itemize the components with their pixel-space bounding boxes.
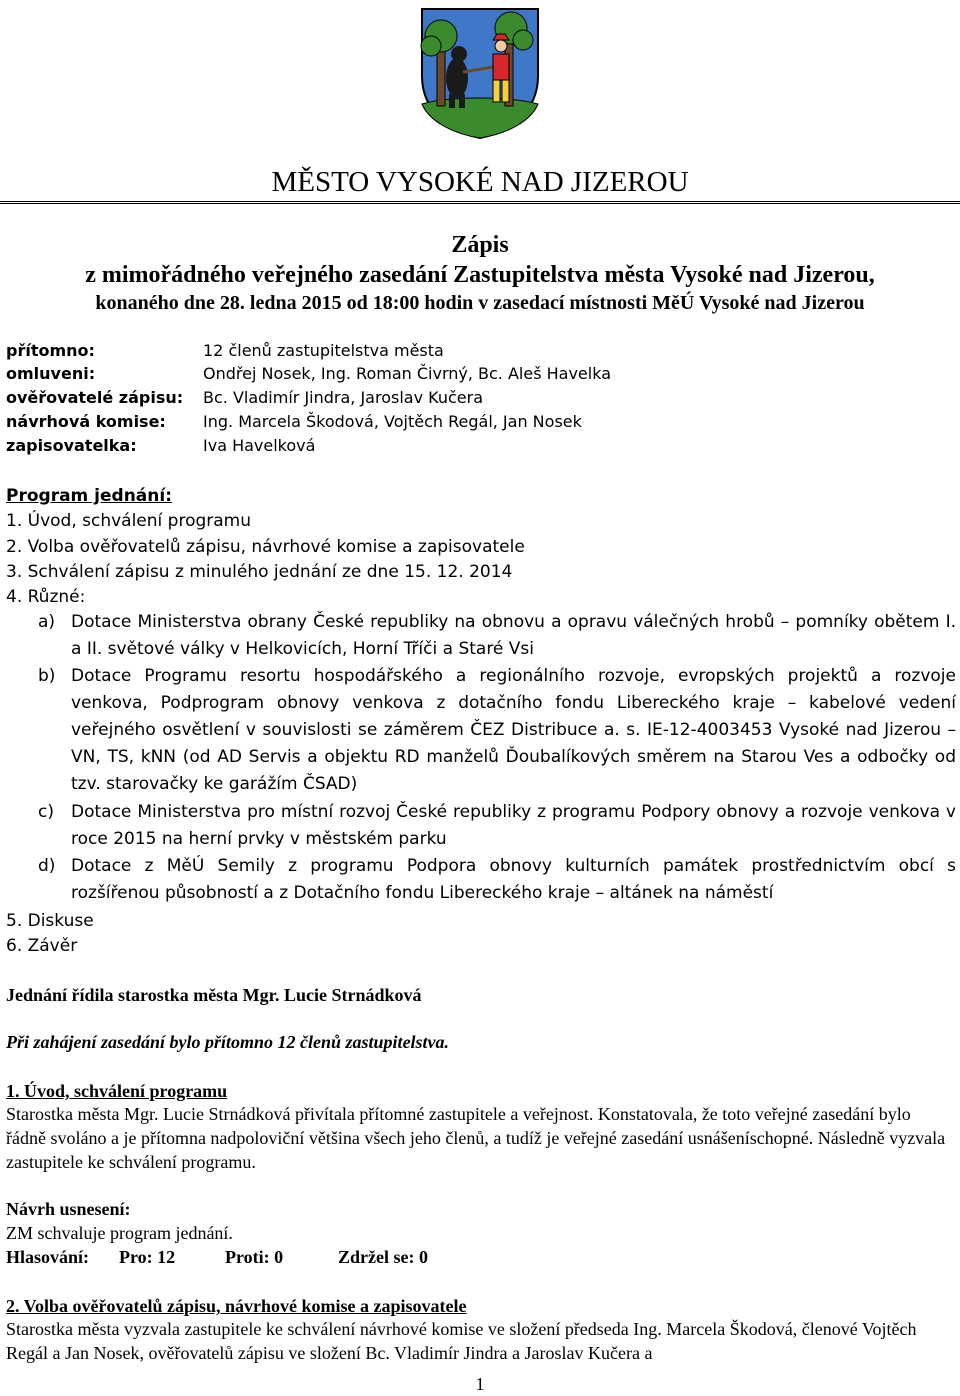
subitem-text: Dotace Ministerstva pro místní rozvoj České republiky z programu Podpory obnovy a rozvoje venkova v roce 2015 na herní prvky v městském parku bbox=[71, 802, 956, 849]
program-subitem bbox=[38, 799, 956, 853]
town-name: MĚSTO VYSOKÉ NAD JIZEROU bbox=[271, 166, 689, 198]
subitem-text: Dotace Ministerstva obrany České republiky na obnovu a opravu válečných hrobů – pomníky obětem I. a II. světové války v Helkovicích, Horní Tříči a Staré Vsi bbox=[71, 612, 956, 659]
attendance-value: 12 členů zastupitelstva města bbox=[203, 341, 444, 360]
document-title: Zápis bbox=[451, 232, 509, 258]
town-coat-of-arms-icon bbox=[419, 6, 541, 140]
attendance-label: návrhová komise: bbox=[6, 412, 166, 431]
section-text: Starostka města Mgr. Lucie Strnádková přivítala přítomné zastupitele a veřejnost. Konstatovala, že toto veřejné zasedání bylo řádně svoláno a je přítomna nadpoloviční většina všech jeho členů, a tudíž je veřejné zasedání usnášeníschopné. Následně vyzvala zastupitele ke schválení programu. bbox=[6, 1104, 946, 1172]
vote-proti: Proti: 0 bbox=[225, 1247, 284, 1267]
attendance-label: omluveni: bbox=[6, 364, 96, 383]
vote-pro: Pro: 12 bbox=[119, 1247, 176, 1267]
program-item: 1. Úvod, schválení programu bbox=[6, 511, 252, 531]
section-heading: 2. Volba ověřovatelů zápisu, návrhové komise a zapisovatele bbox=[6, 1296, 467, 1316]
subitem-letter: a) bbox=[38, 612, 56, 632]
subitem-letter: b) bbox=[38, 666, 56, 686]
attendance-value: Iva Havelková bbox=[203, 436, 316, 455]
opening-statement: Při zahájení zasedání bylo přítomno 12 členů zastupitelstva. bbox=[6, 1032, 450, 1052]
subitem-letter: d) bbox=[38, 856, 56, 876]
subitem-text: Dotace Programu resortu hospodářského a regionálního rozvoje, evropských projektů a rozvoje venkova, Podprogram obnovy venkova z dotačního fondu Libereckého kraje – kabelové vedení veřejného osvětlení v souvislosti se záměrem ČEZ Distribuce a. s. IE-12-4003453 Vysoké nad Jizerou – VN, TS, kNN (od AD Servis a objektu RD manželů Ďoubalíkových směrem na Starou Ves a odbočky od tzv. starovačky ke garážím ČSAD) bbox=[71, 666, 956, 794]
program-subitem bbox=[38, 663, 956, 798]
program-item: 3. Schválení zápisu z minulého jednání ze dne 15. 12. 2014 bbox=[6, 562, 513, 582]
attendance-label: přítomno: bbox=[6, 341, 95, 360]
section-heading: 1. Úvod, schválení programu bbox=[6, 1081, 228, 1101]
program-item: 5. Diskuse bbox=[6, 911, 94, 931]
document-subtitle: z mimořádného veřejného zasedání Zastupitelstva města Vysoké nad Jizerou, bbox=[85, 262, 875, 288]
vote-result bbox=[6, 1245, 954, 1269]
attendance-label: ověřovatelé zápisu: bbox=[6, 388, 184, 407]
chair-statement: Jednání řídila starostka města Mgr. Lucie Strnádková bbox=[6, 985, 422, 1005]
attendance-label: zapisovatelka: bbox=[6, 436, 137, 455]
subitem-text: Dotace z MěÚ Semily z programu Podpora obnovy kulturních památek prostřednictvím obcí s rozšířenou působností a z Dotačního fondu Libereckého kraje – altánek na náměstí bbox=[71, 856, 956, 903]
section-text: Starostka města vyzvala zastupitele ke schválení návrhové komise ve složení předseda Ing. Marcela Škodová, členové Vojtěch Regál a Jan Nosek, ověřovatelů zápisu ve složení Bc. Vladimír Jindra a Jaroslav Kučera a bbox=[6, 1319, 917, 1363]
page-number: 1 bbox=[475, 1374, 485, 1394]
proposal-text: ZM schvaluje program jednání. bbox=[6, 1223, 233, 1243]
program-item: 2. Volba ověřovatelů zápisu, návrhové komise a zapisovatele bbox=[6, 537, 525, 557]
document-date-line: konaného dne 28. ledna 2015 od 18:00 hodin v zasedací místnosti MěÚ Vysoké nad Jizerou bbox=[95, 292, 865, 314]
header-rule bbox=[0, 201, 960, 204]
program-heading: Program jednání: bbox=[6, 486, 173, 506]
program-subitem bbox=[38, 609, 956, 663]
attendance-value: Ing. Marcela Škodová, Vojtěch Regál, Jan Nosek bbox=[203, 412, 582, 431]
attendance-value: Bc. Vladimír Jindra, Jaroslav Kučera bbox=[203, 388, 483, 407]
vote-label: Hlasování: bbox=[6, 1247, 90, 1267]
subitem-letter: c) bbox=[38, 802, 54, 822]
program-item: 4. Různé: bbox=[6, 587, 86, 607]
proposal-heading: Návrh usnesení: bbox=[6, 1199, 131, 1219]
attendance-value: Ondřej Nosek, Ing. Roman Čivrný, Bc. Aleš Havelka bbox=[203, 364, 612, 383]
program-subitem bbox=[38, 853, 956, 907]
program-item: 6. Závěr bbox=[6, 936, 78, 956]
vote-zdrzel: Zdržel se: 0 bbox=[338, 1247, 428, 1267]
